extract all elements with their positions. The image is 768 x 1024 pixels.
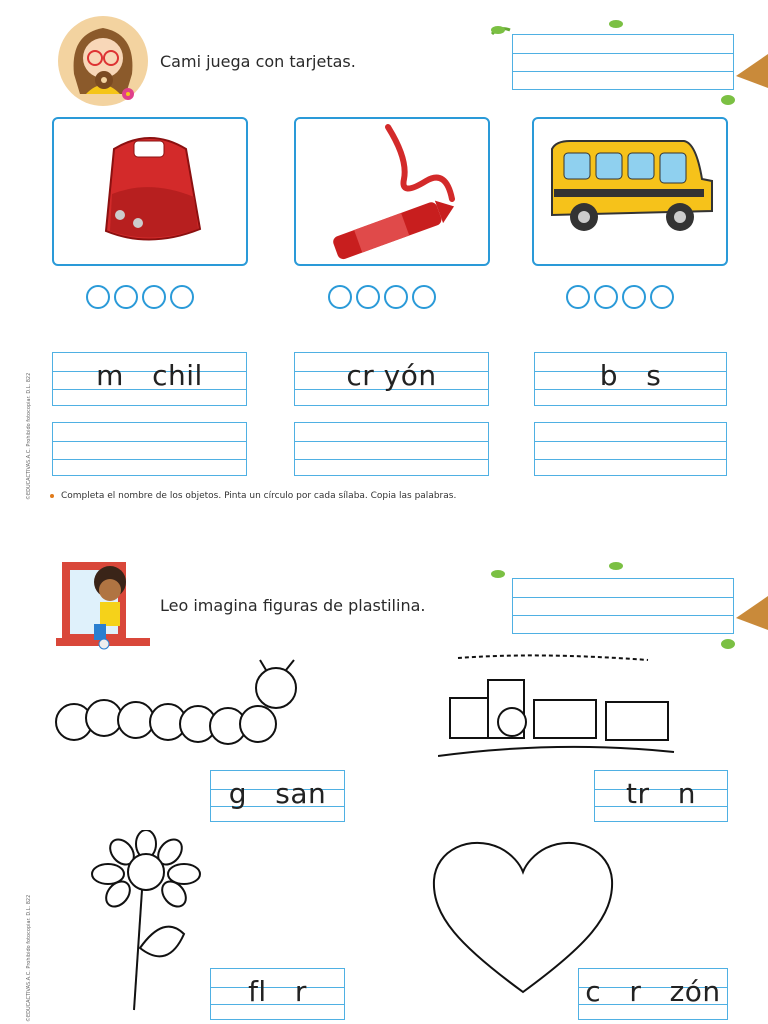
word-corazon: c r zón: [585, 975, 721, 1008]
word-bus: b s: [599, 359, 662, 392]
caterpillar-drawing: [50, 658, 310, 758]
word-box-corazon[interactable]: [578, 968, 728, 1020]
syllable-circle[interactable]: [412, 285, 436, 309]
copyright-note-top: ©EDUCACTIVAS.A.C. Prohibido fotocopiar. D.L. 822: [26, 372, 32, 500]
card-crayon: [294, 117, 490, 266]
word-crayon: cr yón: [346, 359, 437, 392]
cami-avatar: [56, 14, 150, 108]
word-box-bus[interactable]: [534, 352, 727, 406]
word-mochila: m chil: [96, 359, 203, 392]
word-box-gusano[interactable]: [210, 770, 345, 822]
syllable-circle[interactable]: [356, 285, 380, 309]
copy-box-1[interactable]: [52, 422, 247, 476]
section1-title: Cami juega con tarjetas.: [160, 52, 356, 71]
name-writing-box-1[interactable]: [512, 34, 734, 90]
backpack-icon: [54, 119, 246, 264]
word-tren: tr n: [626, 777, 696, 810]
copy-box-3[interactable]: [534, 422, 727, 476]
syllable-circles-2[interactable]: [328, 285, 436, 309]
flower-drawing: [84, 830, 208, 1014]
instruction-bullet: [50, 494, 54, 498]
section2-title: Leo imagina figuras de plastilina.: [160, 596, 426, 615]
word-box-tren[interactable]: [594, 770, 728, 822]
name-writing-box-2[interactable]: [512, 578, 734, 634]
syllable-circle[interactable]: [650, 285, 674, 309]
syllable-circle[interactable]: [328, 285, 352, 309]
instruction-text: Completa el nombre de los objetos. Pinta un círculo por cada sílaba. Copia las palabras.: [61, 491, 457, 501]
train-drawing: [438, 652, 678, 762]
word-box-mochila[interactable]: [52, 352, 247, 406]
card-bus: [532, 117, 728, 266]
word-box-crayon[interactable]: [294, 352, 489, 406]
syllable-circle[interactable]: [384, 285, 408, 309]
word-flor: fl r: [248, 975, 307, 1008]
word-gusano: g san: [228, 777, 327, 810]
syllable-circle[interactable]: [594, 285, 618, 309]
card-backpack: [52, 117, 248, 266]
syllable-circles-3[interactable]: [566, 285, 674, 309]
syllable-circle[interactable]: [622, 285, 646, 309]
bus-icon: [534, 119, 726, 264]
syllable-circle[interactable]: [114, 285, 138, 309]
syllable-circle[interactable]: [86, 285, 110, 309]
syllable-circles-1[interactable]: [86, 285, 194, 309]
syllable-circle[interactable]: [142, 285, 166, 309]
leo-window-avatar: [56, 558, 150, 652]
crayon-icon: [296, 119, 488, 264]
copy-box-2[interactable]: [294, 422, 489, 476]
syllable-circle[interactable]: [170, 285, 194, 309]
syllable-circle[interactable]: [566, 285, 590, 309]
copyright-note-bottom: ©EDUCACTIVAS.A.C. Prohibido fotocopiar. D.L. 822: [26, 894, 32, 1022]
word-box-flor[interactable]: [210, 968, 345, 1020]
